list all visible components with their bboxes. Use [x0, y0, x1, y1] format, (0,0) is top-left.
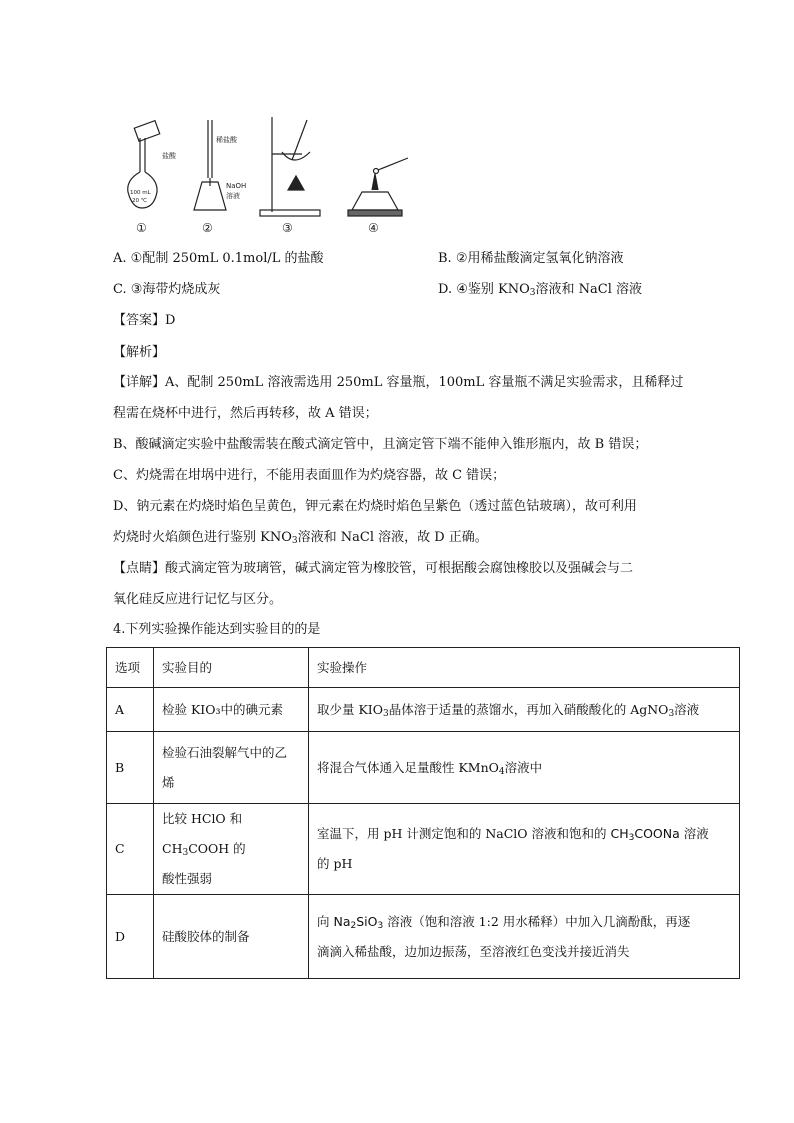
table-row [107, 688, 740, 732]
detail-line-5 [113, 497, 637, 517]
row-d-option: D [107, 895, 154, 979]
option-d-sub: 3 [529, 288, 536, 298]
row-d-op-post: 溶液（饱和溶液 1:2 用水稀释）中加入几滴酚酞，再逐 [383, 913, 691, 929]
detail-line-6 [113, 528, 488, 548]
row-d-purpose: 硅酸胶体的制备 [154, 895, 309, 979]
row-b-op-post: 溶液中 [504, 759, 543, 775]
row-d-formula-a: Na [333, 913, 351, 929]
table-header-row [107, 648, 740, 688]
figure-label-2: ② [202, 221, 213, 235]
row-c-op-post: 溶液 [679, 826, 709, 841]
detail-line-1 [113, 373, 683, 393]
table-row [107, 804, 740, 895]
detail-text-6-post: 溶液和 NaCl 溶液，故 D 正确。 [297, 530, 488, 545]
row-d-formula-sub1: 2 [350, 920, 357, 931]
figure-label-4: ④ [368, 221, 379, 235]
figure-label-1: ① [136, 221, 147, 235]
option-b [438, 249, 623, 269]
row-b-op-sub: 4 [498, 766, 505, 777]
row-c-purpose-l1 [162, 804, 300, 864]
row-d-op-l2: 滴滴入稀盐酸，边加边振荡，至溶液红色变浅并接近消失 [317, 943, 630, 959]
label-hcl: 盐酸 [162, 152, 176, 160]
row-b-purpose-l2: 烯 [162, 774, 175, 790]
option-a-text: ①配制 250mL 0.1mol/L 的盐酸 [130, 251, 324, 266]
row-c-op-l1 [317, 819, 731, 849]
option-a-letter: A. [113, 251, 127, 266]
note-text-2: 氧化硅反应进行记忆与区分。 [113, 592, 283, 607]
option-b-text: ②用稀盐酸滴定氢氧化钠溶液 [455, 251, 624, 266]
row-a-option: A [107, 688, 154, 732]
beaker-shape [134, 121, 159, 142]
row-c-formula-a: CH [610, 826, 629, 841]
note-text-1: 酸式滴定管为玻璃管，碱式滴定管为橡胶管，可根据酸会腐蚀橡胶以及强碱会与二 [165, 561, 634, 576]
question-4-text: 4.下列实验操作能达到实验目的的是 [113, 622, 321, 637]
detail-line-4 [113, 466, 505, 486]
row-c-operation [309, 804, 740, 895]
row-c-purpose [154, 804, 309, 895]
option-c-letter: C. [113, 282, 127, 297]
row-c-purpose-sub: 3 [182, 848, 189, 858]
option-c [113, 280, 220, 300]
figure-label-3: ③ [282, 221, 293, 235]
option-d-text-post: 溶液和 NaCl 溶液 [535, 282, 643, 297]
header-purpose: 实验目的 [154, 648, 309, 688]
note-tag: 【点睛】 [113, 561, 166, 576]
row-b-purpose-l1: 检验石油裂解气中的乙 [162, 744, 288, 760]
detail-text-1: A、配制 250mL 溶液需选用 250mL 容量瓶，100mL 容量瓶不满足实验需求，且稀释过 [165, 375, 684, 390]
row-c-formula-b: COONa [634, 826, 680, 841]
experiment-table [106, 647, 740, 979]
label-dilute-hcl: 稀盐酸 [216, 136, 237, 144]
row-d-op-formula [333, 914, 383, 929]
row-c-purpose-l2: 酸性强弱 [162, 871, 213, 886]
detail-tag: 【详解】 [113, 375, 166, 390]
option-d [438, 280, 642, 300]
row-a-operation [309, 688, 740, 732]
row-c-op-l2: 的 pH [317, 856, 353, 871]
row-a-op-sub: 3 [383, 708, 389, 719]
table-row [107, 732, 740, 804]
row-d-formula-sub2: 3 [377, 920, 384, 931]
detail-text-6-sub: 3 [291, 536, 298, 546]
row-a-op-sub2: 3 [668, 708, 675, 719]
option-d-text-pre: ④鉴别 KNO [456, 282, 530, 297]
detail-text-6-pre: 灼烧时火焰颜色进行鉴别 KNO [113, 530, 292, 545]
row-b-option: B [107, 732, 154, 804]
detail-text-2: 程需在烧杯中进行，然后再转移，故 A 错误； [113, 406, 378, 421]
label-flask-temp: 20 ℃ [132, 198, 147, 204]
apparatus-figure [122, 112, 412, 237]
question-4-title [113, 620, 320, 640]
header-operation: 实验操作 [309, 648, 740, 688]
row-a-op-pre: 取少量 KIO [317, 701, 383, 717]
row-b-op-pre: 将混合气体通入足量酸性 KMnO [317, 759, 499, 775]
detail-line-3 [113, 435, 647, 455]
answer-tag: 【答案】 [113, 313, 166, 328]
row-c-purpose-post: COOH 的 [188, 841, 246, 856]
row-b-operation [309, 732, 740, 804]
row-c-formula-sub: 3 [628, 833, 635, 843]
row-d-formula-b: SiO [356, 913, 378, 929]
detail-text-4: C、灼烧需在坩埚中进行，不能用表面皿作为灼烧容器，故 C 错误； [113, 468, 506, 483]
header-option: 选项 [107, 648, 154, 688]
erlenmeyer-shape [194, 182, 226, 210]
row-c-option: C [107, 804, 154, 895]
row-d-op-pre: 向 [317, 913, 334, 929]
option-d-letter: D. [438, 282, 453, 297]
option-b-letter: B. [438, 251, 452, 266]
row-d-op-l1 [317, 907, 731, 937]
row-a-purpose: 检验 KIO₃中的碘元素 [154, 688, 309, 732]
label-flask-volume: 100 mL [130, 190, 151, 196]
row-b-purpose [154, 732, 309, 804]
row-d-operation [309, 895, 740, 979]
detail-line-2 [113, 404, 378, 424]
option-a [113, 249, 324, 269]
answer-value: D [165, 313, 176, 328]
option-c-text: ③海带灼烧成灰 [130, 282, 221, 297]
analysis-tag [113, 343, 165, 363]
label-naoh: NaOH [226, 182, 247, 190]
row-a-op-mid: 晶体溶于适量的蒸馏水，再加入硝酸酸化的 AgNO [388, 701, 669, 717]
row-c-op-pre: 室温下，用 pH 计测定饱和的 NaClO 溶液和饱和的 [317, 826, 611, 841]
row-a-op-post: 溶液 [674, 701, 700, 717]
detail-text-5: D、钠元素在灼烧时焰色呈黄色，钾元素在灼烧时焰色呈紫色（透过蓝色钴玻璃），故可利用 [113, 499, 637, 514]
row-c-purpose-pre: 比较 HClO 和 CH [162, 811, 243, 856]
note-line-1 [113, 559, 633, 579]
note-line-2 [113, 590, 282, 610]
analysis-tag-text: 【解析】 [113, 345, 166, 360]
answer-line [113, 311, 175, 331]
label-solution: 溶液 [226, 192, 240, 200]
row-c-op-formula [610, 826, 679, 841]
detail-text-3: B、酸碱滴定实验中盐酸需装在酸式滴定管中，且滴定管下端不能伸入锥形瓶内，故 B 错误； [113, 437, 648, 452]
table-row [107, 895, 740, 979]
